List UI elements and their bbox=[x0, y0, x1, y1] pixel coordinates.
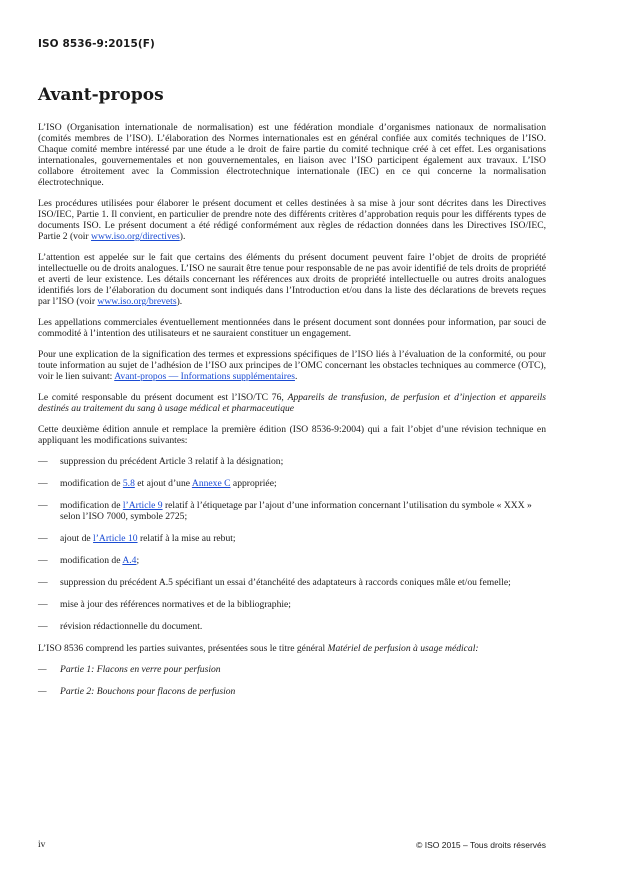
page-number: iv bbox=[38, 840, 46, 850]
list-item-change-2: — modification de 5.8 et ajout d’une Annexe C appropriée; bbox=[38, 478, 277, 489]
list-item-change-8: — révision rédactionnelle du document. bbox=[38, 621, 203, 632]
paragraph-parts-intro: L’ISO 8536 comprend les parties suivantes, présentées sous le titre général Matériel de perfusion à usage médical: bbox=[38, 643, 479, 654]
link-clause-5-8[interactable]: 5.8 bbox=[122, 478, 135, 489]
link-foreword-info[interactable]: Avant-propos — Informations supplémentaires bbox=[114, 371, 295, 382]
link-article-9[interactable]: l’Article 9 bbox=[122, 500, 163, 511]
list-item-change-1: — suppression du précédent Article 3 relatif à la désignation; bbox=[38, 456, 284, 467]
copyright-notice: © ISO 2015 – Tous droits réservés bbox=[416, 840, 546, 850]
paragraph-procedures: Les procédures utilisées pour élaborer le présent document et celles destinées à sa mise à jour sont décrites dans les Directives ISO/IEC, Partie 1. Il convient, en particulier de prendre note des différents critères d’approbation requis pour les différents types de documents ISO. Le présent document a été rédigé conformément aux règles de rédaction données dans les Directives ISO/IEC, Partie 2 (voir www.iso.org/directives). bbox=[38, 198, 546, 242]
list-item-part-2: — Partie 2: Bouchons pour flacons de perfusion bbox=[38, 686, 236, 697]
document-body bbox=[38, 122, 546, 708]
list-item-change-7: — mise à jour des références normatives et de la bibliographie; bbox=[38, 599, 291, 610]
paragraph-committee: Le comité responsable du présent document est l’ISO/TC 76, Appareils de transfusion, de perfusion et d’injection et appareils destinés au traitement du sang à usage médical et pharmaceutique bbox=[38, 392, 547, 414]
link-annex-a4[interactable]: A.4 bbox=[122, 555, 137, 566]
page-title: Avant-propos bbox=[38, 85, 164, 105]
list-item-change-3: — modification de l’Article 9 relatif à l’étiquetage par l’ajout d’une information concernant l’utilisation du symbole « XXX » selon l’ISO 7000, symbole 2725; bbox=[38, 500, 532, 522]
link-annex-c[interactable]: Annexe C bbox=[191, 478, 231, 489]
paragraph-edition: Cette deuxième édition annule et remplace la première édition (ISO 8536-9:2004) qui a fait l’objet d’une révision technique en appliquant les modifications suivantes: bbox=[38, 424, 546, 446]
paragraph-patents: L’attention est appelée sur le fait que certains des éléments du présent document peuvent faire l’objet de droits de propriété intellectuelle ou de droits analogues. L’ISO ne saurait être tenue pour responsable de ne pas avoir identifié de tels droits de propriété et averti de leur existence. Les détails concernant les références aux droits de propriété intellectuelle ou autres droits analogues identifiés lors de l’élaboration du document sont indiqués dans l’Introduction et/ou dans la liste des déclarations de brevets reçues par l’ISO (voir www.iso.org/brevets). bbox=[38, 252, 546, 307]
list-item-change-5: — modification de A.4; bbox=[38, 555, 140, 566]
link-article-10[interactable]: l’Article 10 bbox=[93, 533, 138, 544]
list-item-part-1: — Partie 1: Flacons en verre pour perfusion bbox=[38, 664, 221, 675]
paragraph-conformity: Pour une explication de la signification des termes et expressions spécifiques de l’ISO liés à l’évaluation de la conformité, ou pour toute information au sujet de l’adhésion de l’ISO aux principes de l’OMC concernant les obstacles techniques au commerce (OTC), voir le lien suivant: Avant-propos — Informations supplémentaires. bbox=[38, 349, 546, 382]
link-iso-directives[interactable]: www.iso.org/directives bbox=[91, 231, 180, 242]
list-item-change-4: — ajout de l’Article 10 relatif à la mise au rebut; bbox=[38, 533, 236, 544]
paragraph-trade-names: Les appellations commerciales éventuellement mentionnées dans le présent document sont données pour information, par souci de commodité à l’intention des utilisateurs et ne sauraient constituer un engagement. bbox=[38, 317, 546, 339]
document-id-header: ISO 8536-9:2015(F) bbox=[38, 38, 155, 50]
link-iso-patents[interactable]: www.iso.org/brevets bbox=[97, 296, 177, 307]
paragraph-iso-intro: L’ISO (Organisation internationale de normalisation) est une fédération mondiale d’organismes nationaux de normalisation (comités membres de l’ISO). L’élaboration des Normes internationales est en général confiée aux comités techniques de l’ISO. Chaque comité membre intéressé par une étude a le droit de faire partie du comité technique créé à cet effet. Les organisations internationales, gouvernementales et non gouvernementales, en liaison avec l’ISO participent également aux travaux. L’ISO collabore étroitement avec la Commission électrotechnique internationale (IEC) en ce qui concerne la normalisation électrotechnique. bbox=[38, 122, 546, 188]
list-item-change-6: — suppression du précédent A.5 spécifiant un essai d’étanchéité des adaptateurs à raccords coniques mâle et/ou femelle; bbox=[38, 577, 511, 588]
